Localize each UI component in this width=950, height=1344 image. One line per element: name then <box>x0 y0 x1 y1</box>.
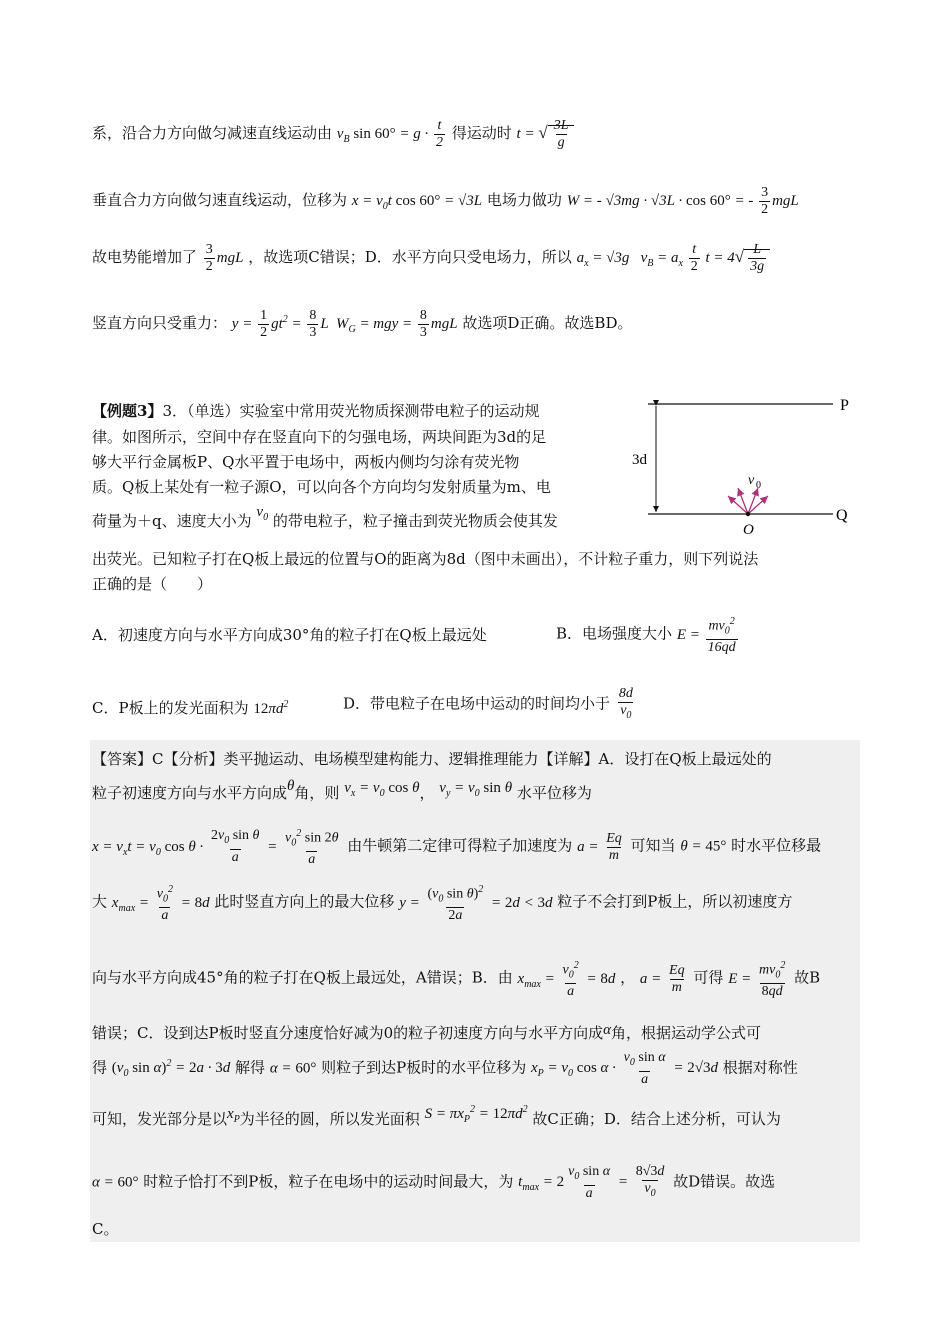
text: 故电势能增加了 <box>92 247 198 266</box>
text: 系，沿合力方向做匀减速直线运动由 <box>92 123 333 142</box>
formula: $x_P = v_0$ cos α · $\frac{v_0 \sin \alpha}{a}$ = 2√3d <box>530 1050 718 1087</box>
text: 垂直合力方向做匀速直线运动，位移为 <box>92 190 348 209</box>
formula: a = $\frac{Eq}{m}$ <box>639 962 685 995</box>
solution-line-3 <box>92 242 770 275</box>
text: C．P板上的发光面积为 <box>92 699 249 717</box>
text: 粒子不会打到P板上，所以初速度方 <box>557 892 793 911</box>
formula: $x = v_xt = v_0$ cos θ · $\frac{2v_0 \sin \theta}{a}$ = $\frac{v_0^2 \sin 2\theta}{a}$ <box>92 828 339 868</box>
option-c <box>92 697 288 718</box>
formula: y = $\frac{1}{2}$ $gt^2$ = $\frac{8}{3}$ L $W_G$ = mgy = $\frac{8}{3}$ mgL <box>231 308 458 340</box>
text: 故D错误。故选 <box>673 1172 776 1191</box>
example-line-2: 律。如图所示，空间中存在竖直向下的匀强电场，两块间距为3d的足 <box>92 428 547 446</box>
label-o: O <box>743 522 754 538</box>
example-title: 【例题3】 <box>92 402 163 420</box>
text: 大 <box>92 892 108 911</box>
formula: t = √ $\frac{3L}{g}$ <box>517 126 575 142</box>
formula: $a_x = √3g$ $v_B = a_x$ $\frac{t}{2}$ t = 4√ $\frac{L}{3g}$ <box>577 250 771 266</box>
option-b <box>556 614 740 656</box>
formula: $\frac{3}{2}$ mgL <box>205 242 244 274</box>
example-line-1 <box>92 400 539 421</box>
formula: y = $\frac{(v_0 \sin \theta)^2}{2a}$ = 2d < 3d <box>399 884 553 924</box>
text: ， <box>620 968 636 987</box>
answer-line-10: C。 <box>92 1220 119 1238</box>
answer-line-6 <box>92 1022 761 1043</box>
text: 则粒子到达P板时的水平位移为 <box>321 1058 527 1077</box>
formula: $x_P$ <box>227 1106 240 1125</box>
text: ，故选项C错误；D．水平方向只受电场力，所以 <box>248 247 572 266</box>
label-v0: v <box>748 473 755 488</box>
solution-line-1 <box>92 118 574 151</box>
formula: E = $\frac{mv_0^2}{8qd}$ <box>728 960 786 1000</box>
formula: a = $\frac{Eq}{m}$ <box>577 830 622 863</box>
answer-line-8 <box>92 1104 781 1131</box>
formula: $v_B$ sin 60° = g · $\frac{t}{2}$ <box>336 118 443 150</box>
formula: $t_{max} = 2$ $\frac{v_0 \sin \alpha}{a}$ = $\frac{8√3d}{v_0}$ <box>518 1164 665 1201</box>
formula: $12\pi d^2$ <box>253 699 289 717</box>
text: 时粒子恰打不到P板，粒子在电场中的运动时间最大，为 <box>143 1172 514 1191</box>
answer-line-5 <box>92 958 820 1000</box>
theta-symbol: θ <box>287 778 295 794</box>
formula: α = 60° <box>92 1174 139 1191</box>
formula: θ = 45° <box>680 838 727 855</box>
text: 由牛顿第二定律可得粒子加速度为 <box>347 836 573 855</box>
text: 得 <box>92 1058 108 1077</box>
text: 的带电粒子，粒子撞击到荧光物质会使其发 <box>272 512 558 530</box>
text: 向与水平方向成45°角的粒子打在Q板上最远处，A错误；B．由 <box>92 968 513 987</box>
text: 错误；C．设到达P板时竖直分速度恰好减为0的粒子初速度方向与水平方向成 <box>92 1024 604 1042</box>
text: D．带电粒子在电场中运动的时间均小于 <box>343 694 611 713</box>
text: 可知，发光部分是以 <box>92 1110 228 1128</box>
text: 故B <box>794 968 821 987</box>
text: 此时竖直方向上的最大位移 <box>214 892 395 911</box>
solution-line-4 <box>92 308 632 341</box>
text: 竖直方向只受重力： <box>92 313 228 332</box>
answer-line-3 <box>92 826 821 868</box>
formula: $x_{max}$ = $\frac{v_0^2}{a}$ = 8d <box>517 960 616 1000</box>
label-p: P <box>840 397 849 414</box>
label-v0-sub: 0 <box>756 480 761 491</box>
answer-line-7 <box>92 1050 798 1088</box>
answer-line-9 <box>92 1164 775 1202</box>
alpha-symbol: α <box>603 1022 611 1038</box>
label-q: Q <box>836 507 848 524</box>
formula: $v_0$ <box>256 504 269 523</box>
solution-line-2 <box>92 185 799 218</box>
example-line-7: 正确的是（ ） <box>92 575 213 593</box>
text: 为半径的圆，所以发光面积 <box>239 1110 420 1128</box>
text: 故选项D正确。故选BD。 <box>462 313 633 332</box>
example-line-3: 够大平行金属板P、Q水平置于电场中，两板内侧均匀涂有荧光物 <box>92 453 520 471</box>
text: 3．（单选）实验室中常用荧光物质探测带电粒子的运动规 <box>162 402 540 420</box>
text: 电场力做功 <box>486 190 562 209</box>
text: B．电场强度大小 <box>556 624 673 643</box>
answer-line-1: 【答案】C【分析】类平抛运动、电场模型建构能力、逻辑推理能力【详解】A．设打在Q板上最远处的 <box>92 750 772 768</box>
text: 可知当 <box>630 836 676 855</box>
formula: $v_y = v_0$ sin θ <box>439 780 513 799</box>
text: 可得 <box>693 968 724 987</box>
formula: $\frac{8d}{v_0}$ <box>615 696 637 712</box>
formula: ($v_0$ sin α)$^2$ = 2a · 3d <box>111 1058 231 1080</box>
text: 故C正确；D．结合上述分析，可认为 <box>532 1110 781 1128</box>
formula: W = - √3mg · √3L · cos 60° = - $\frac{3}{2}$ mgL <box>566 185 799 217</box>
source-point <box>746 512 750 516</box>
text: ， <box>419 784 435 802</box>
example-line-5 <box>92 504 558 533</box>
formula: $x_{max}$ = $\frac{v_0^2}{a}$ = 8d <box>111 884 210 924</box>
option-d <box>343 686 637 724</box>
formula: α = 60° <box>269 1060 317 1077</box>
formula: E = $\frac{mv_0^2}{16qd}$ <box>676 616 736 656</box>
option-a: A．初速度方向与水平方向成30°角的粒子打在Q板上最远处 <box>92 626 487 644</box>
answer-line-4 <box>92 882 792 924</box>
text: 解得 <box>235 1058 266 1077</box>
formula: $x = v_0t$ cos 60° = √3L <box>351 192 483 212</box>
label-3d: 3d <box>632 452 647 468</box>
formula: $S = \pi x_P^2 = 12\pi d^2$ <box>424 1104 528 1125</box>
text: 角，则 <box>294 784 340 802</box>
formula: $v_x = v_0$ cos θ <box>344 780 420 799</box>
answer-line-2 <box>92 778 592 805</box>
field-diagram <box>628 392 868 542</box>
text: 时水平位移最 <box>731 836 822 855</box>
text: 得运动时 <box>451 123 512 142</box>
text: 荷量为＋q、速度大小为 <box>92 512 252 530</box>
text: 根据对称性 <box>722 1058 798 1077</box>
text: 角，根据运动学公式可 <box>611 1024 762 1042</box>
velocity-arrows <box>728 488 768 514</box>
text: 粒子初速度方向与水平方向成 <box>92 784 288 802</box>
example-line-6: 出荧光。已知粒子打在Q板上最远的位置与O的距离为8d（图中未画出），不计粒子重力，则下列说法 <box>92 550 759 568</box>
example-line-4: 质。Q板上某处有一粒子源O，可以向各个方向均匀发射质量为m、电 <box>92 478 551 496</box>
text: 水平位移为 <box>516 784 592 802</box>
